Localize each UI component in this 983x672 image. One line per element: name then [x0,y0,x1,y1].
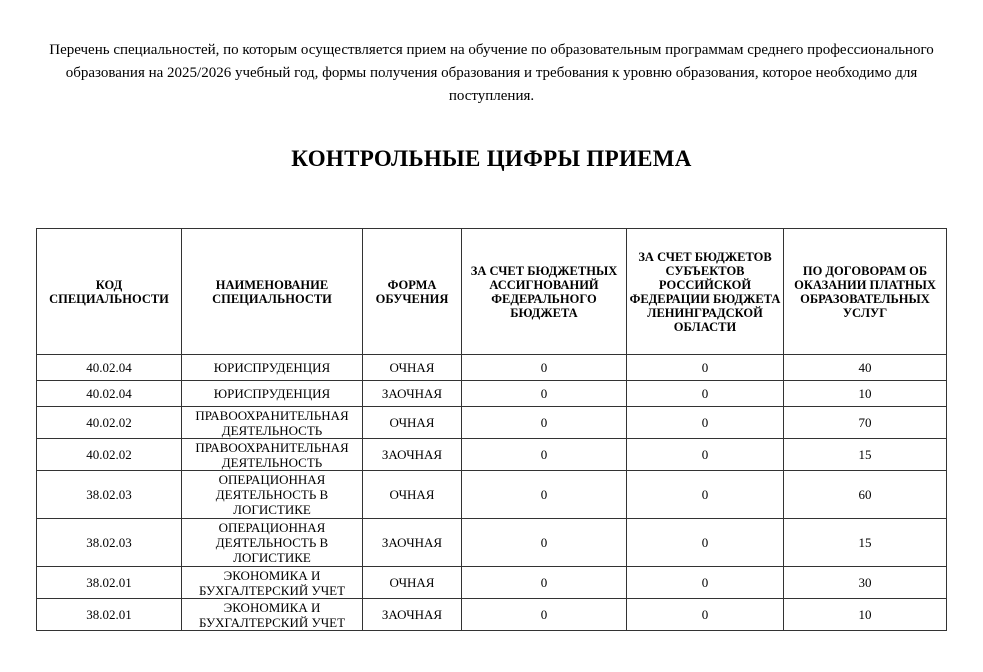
cell-form: ОЧНАЯ [363,355,462,381]
cell-code: 40.02.04 [37,355,182,381]
cell-regional: 0 [627,519,784,567]
header-code: КОД СПЕЦИАЛЬНОСТИ [37,229,182,355]
cell-code: 38.02.03 [37,519,182,567]
table-row [37,439,947,471]
cell-federal: 0 [462,381,627,407]
cell-federal: 0 [462,439,627,471]
table-row [37,567,947,599]
cell-form: ЗАОЧНАЯ [363,519,462,567]
cell-code: 38.02.01 [37,599,182,631]
cell-paid: 60 [784,471,947,519]
cell-paid: 40 [784,355,947,381]
cell-name: ЮРИСПРУДЕНЦИЯ [182,355,363,381]
cell-regional: 0 [627,407,784,439]
cell-name: ОПЕРАЦИОННАЯ ДЕЯТЕЛЬНОСТЬ В ЛОГИСТИКЕ [182,471,363,519]
table-row [37,471,947,519]
page-title: КОНТРОЛЬНЫЕ ЦИФРЫ ПРИЕМА [291,146,692,171]
admission-table [36,228,947,631]
header-regional-budget: ЗА СЧЕТ БЮДЖЕТОВ СУБЪЕКТОВ РОССИЙСКОЙ ФЕДЕРАЦИИ БЮДЖЕТА ЛЕНИНГРАДСКОЙ ОБЛАСТИ [627,229,784,355]
cell-federal: 0 [462,355,627,381]
cell-regional: 0 [627,381,784,407]
intro-text: Перечень специальностей, по которым осуществляется прием на обучение по образовательным программам среднего профессионального образования на 2025/2026 учебный год, формы получения образования и требования к уровню образования, которое необходимо для поступления. [49,42,934,104]
cell-code: 38.02.03 [37,471,182,519]
cell-name: ЮРИСПРУДЕНЦИЯ [182,381,363,407]
cell-code: 40.02.02 [37,439,182,471]
cell-federal: 0 [462,599,627,631]
cell-regional: 0 [627,567,784,599]
header-federal-budget: ЗА СЧЕТ БЮДЖЕТНЫХ АССИГНОВАНИЙ ФЕДЕРАЛЬНОГО БЮДЖЕТА [462,229,627,355]
cell-code: 38.02.01 [37,567,182,599]
cell-name: ЭКОНОМИКА И БУХГАЛТЕРСКИЙ УЧЕТ [182,567,363,599]
cell-regional: 0 [627,471,784,519]
cell-name: ПРАВООХРАНИТЕЛЬНАЯ ДЕЯТЕЛЬНОСТЬ [182,407,363,439]
cell-form: ОЧНАЯ [363,407,462,439]
cell-paid: 15 [784,439,947,471]
table-row [37,407,947,439]
cell-regional: 0 [627,439,784,471]
table-row [37,519,947,567]
cell-federal: 0 [462,567,627,599]
table-row [37,599,947,631]
header-row [37,229,947,355]
cell-name: ОПЕРАЦИОННАЯ ДЕЯТЕЛЬНОСТЬ В ЛОГИСТИКЕ [182,519,363,567]
header-paid-services: ПО ДОГОВОРАМ ОБ ОКАЗАНИИ ПЛАТНЫХ ОБРАЗОВАТЕЛЬНЫХ УСЛУГ [784,229,947,355]
cell-paid: 10 [784,381,947,407]
cell-paid: 15 [784,519,947,567]
table-row [37,381,947,407]
cell-code: 40.02.02 [37,407,182,439]
cell-paid: 70 [784,407,947,439]
cell-form: ЗАОЧНАЯ [363,439,462,471]
cell-federal: 0 [462,519,627,567]
cell-form: ОЧНАЯ [363,567,462,599]
cell-paid: 10 [784,599,947,631]
cell-code: 40.02.04 [37,381,182,407]
header-form: ФОРМА ОБУЧЕНИЯ [363,229,462,355]
cell-form: ОЧНАЯ [363,471,462,519]
cell-federal: 0 [462,471,627,519]
cell-regional: 0 [627,355,784,381]
cell-name: ЭКОНОМИКА И БУХГАЛТЕРСКИЙ УЧЕТ [182,599,363,631]
cell-paid: 30 [784,567,947,599]
cell-name: ПРАВООХРАНИТЕЛЬНАЯ ДЕЯТЕЛЬНОСТЬ [182,439,363,471]
cell-regional: 0 [627,599,784,631]
cell-form: ЗАОЧНАЯ [363,599,462,631]
table-row [37,355,947,381]
cell-form: ЗАОЧНАЯ [363,381,462,407]
header-name: НАИМЕНОВАНИЕ СПЕЦИАЛЬНОСТИ [182,229,363,355]
cell-federal: 0 [462,407,627,439]
